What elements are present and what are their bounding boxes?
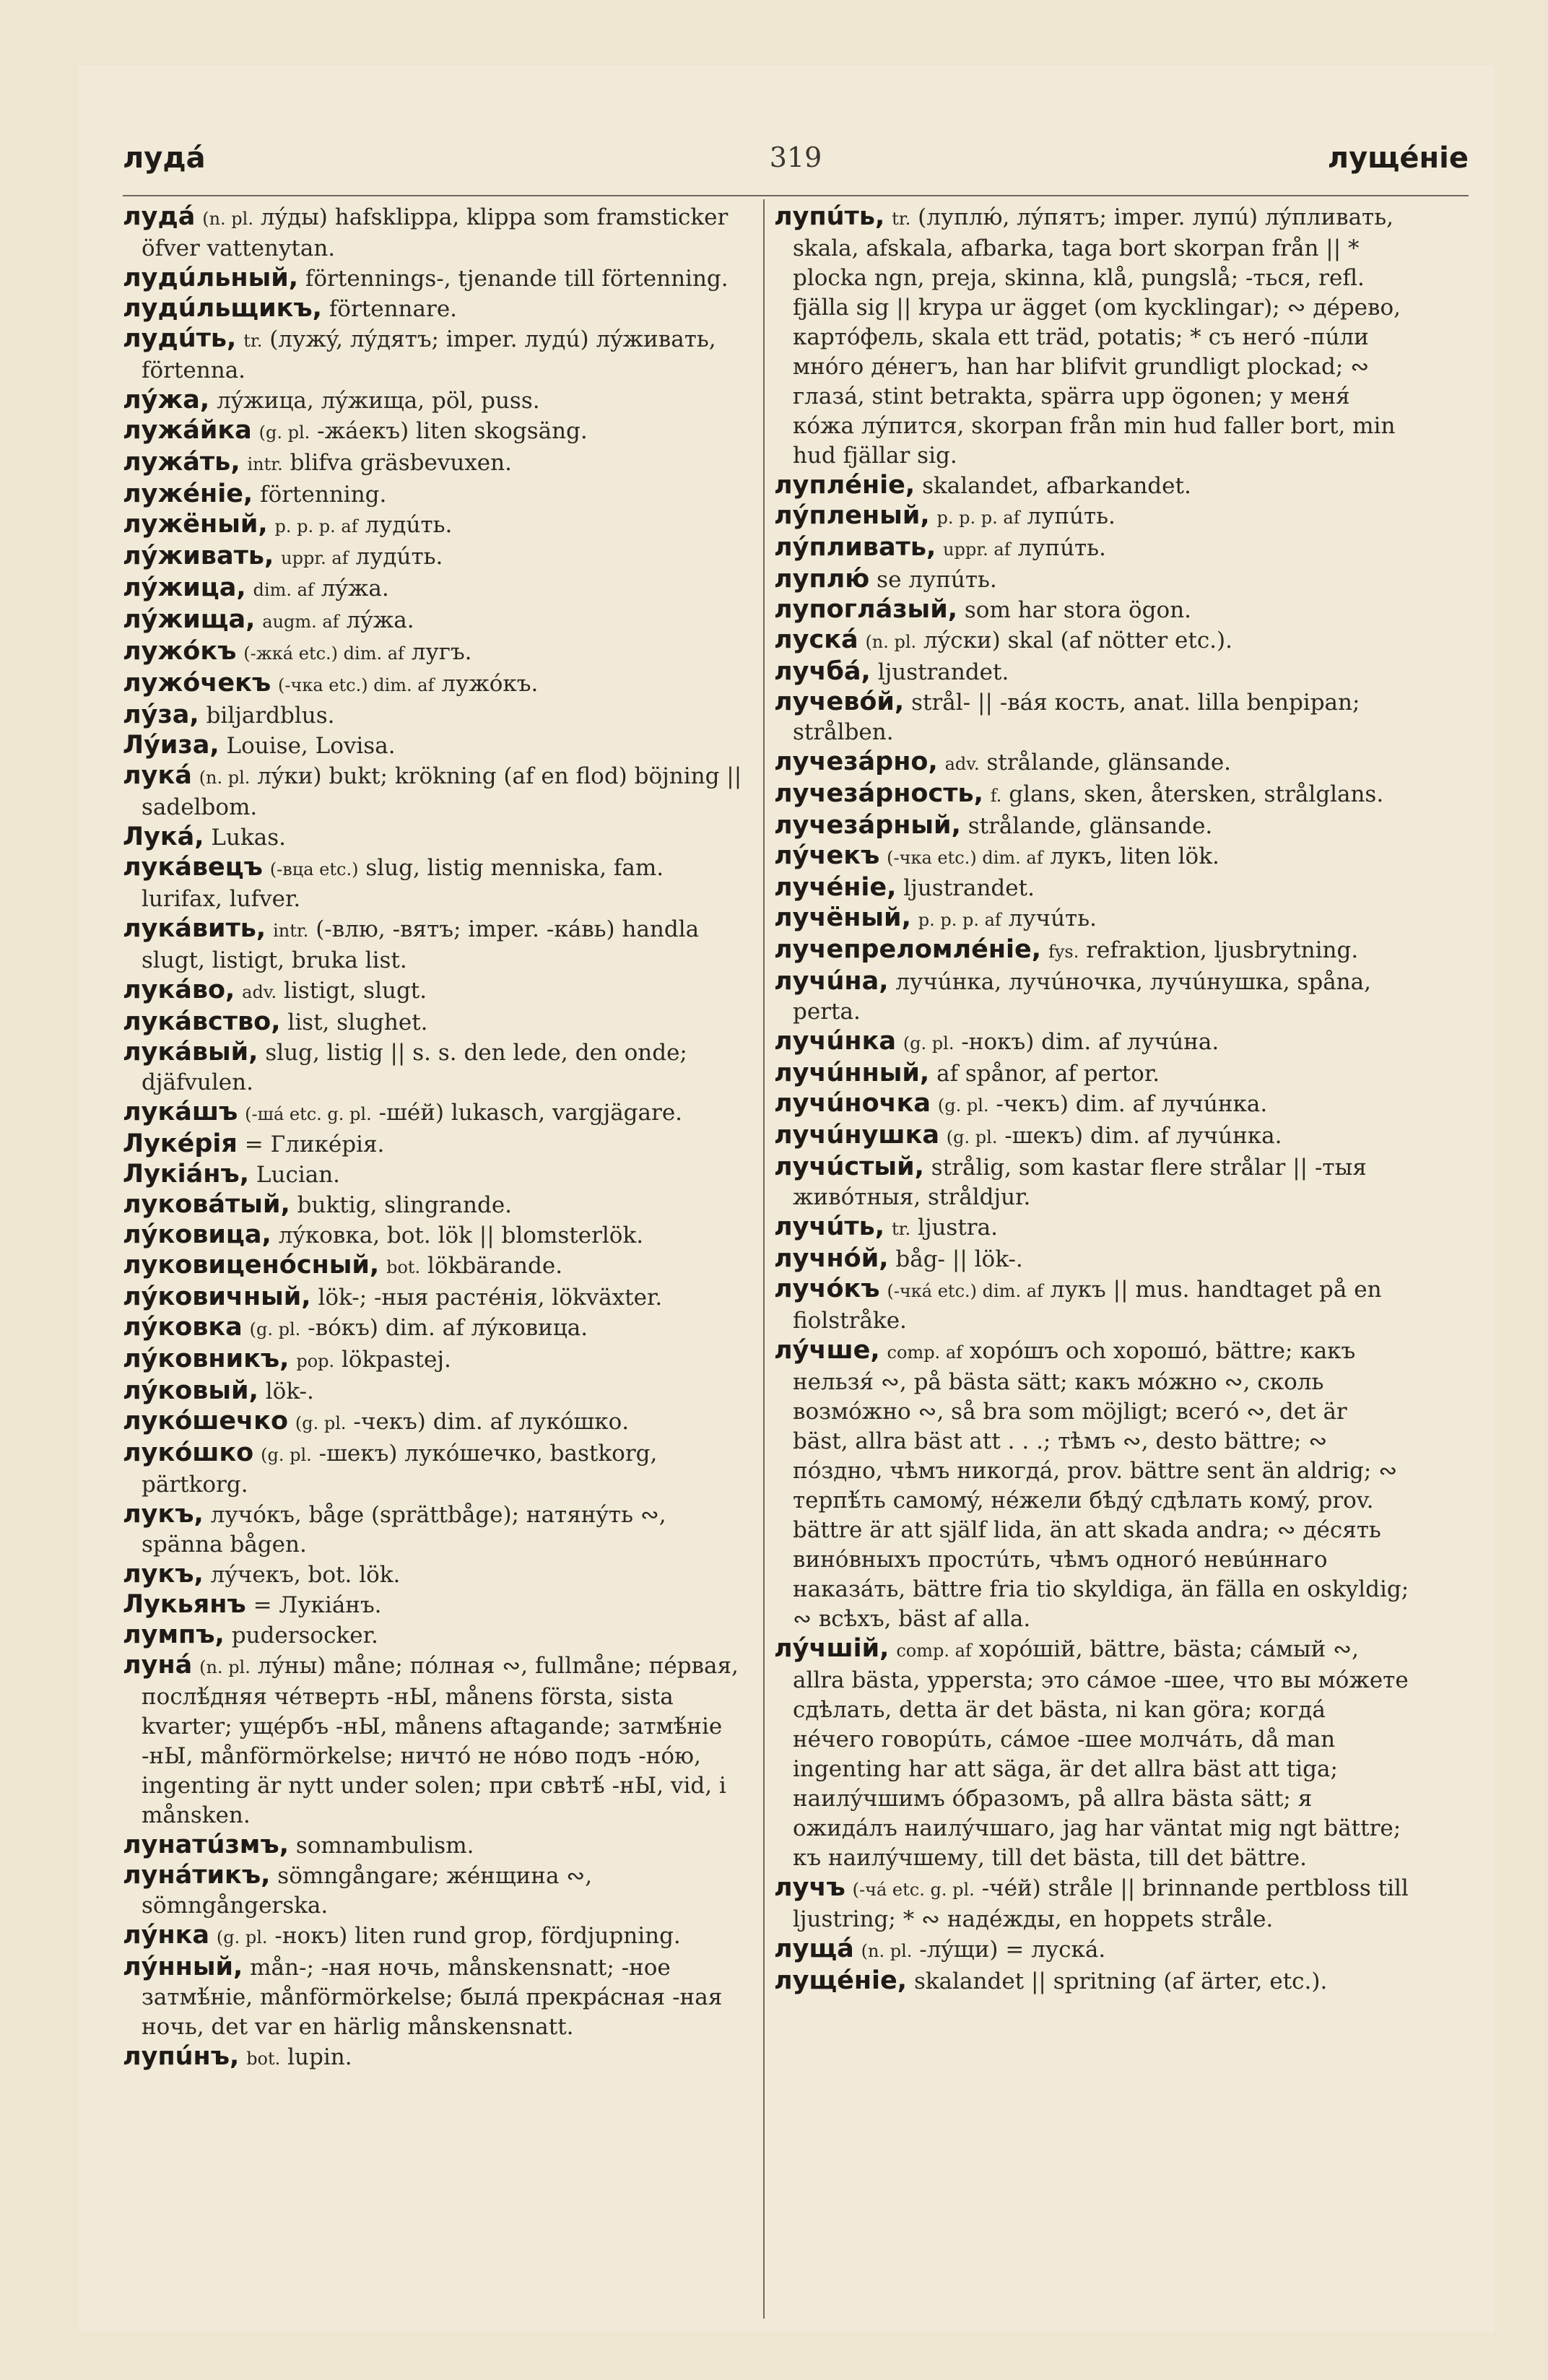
entry-headword: лучевóй, bbox=[774, 687, 905, 716]
entry-definition: glans, sken, återsken, strålglans. bbox=[1009, 781, 1384, 807]
dictionary-entry bbox=[123, 605, 751, 637]
entry-definition: af spånor, af pertor. bbox=[936, 1061, 1160, 1087]
entry-grammar: (g. pl. bbox=[937, 1095, 989, 1116]
page-number: 319 bbox=[769, 142, 822, 173]
entry-headword: лучúстый, bbox=[774, 1152, 924, 1181]
entry-definition: Lucian. bbox=[256, 1162, 341, 1188]
dictionary-entry bbox=[123, 1098, 751, 1129]
dictionary-entry bbox=[774, 501, 1409, 533]
dictionary-entry bbox=[774, 1027, 1409, 1059]
entry-headword: лунá bbox=[123, 1651, 193, 1680]
entry-grammar: pop. bbox=[296, 1351, 335, 1371]
entry-headword: Лукá, bbox=[123, 822, 204, 851]
dictionary-entry bbox=[123, 2042, 751, 2074]
entry-grammar: intr. bbox=[247, 454, 283, 474]
entry-headword: лýковникъ, bbox=[123, 1345, 290, 1373]
entry-definition: -нокъ) liten rund grop, fördjupning. bbox=[274, 1923, 681, 1949]
entry-headword: лужóчекъ bbox=[123, 669, 271, 698]
dictionary-entry bbox=[123, 1830, 751, 1861]
entry-definition: mån-; -ная ночь, månskensnatt; -ное затмѣ́ніе, månförmörkelse; былá прекрáсная -ная ночь, det var en härlig månskensnatt. bbox=[142, 1955, 723, 2040]
entry-grammar: (g. pl. bbox=[946, 1127, 998, 1147]
entry-definition: лучóкъ, båge (sprättbåge); натянýть ∾, spänna bågen. bbox=[142, 1502, 666, 1558]
dictionary-entry bbox=[123, 1921, 751, 1953]
entry-definition: -нокъ) dim. af лучúна. bbox=[961, 1029, 1219, 1055]
dictionary-entry bbox=[123, 1651, 751, 1830]
entry-headword: лучезáрный, bbox=[774, 811, 961, 840]
entry-definition: -вóкъ) dim. af лýковица. bbox=[308, 1315, 588, 1341]
entry-headword: луплю́ bbox=[774, 565, 870, 594]
entry-definition: лучúть. bbox=[1008, 905, 1097, 931]
dictionary-entry bbox=[123, 1007, 751, 1038]
dictionary-entry bbox=[123, 1560, 751, 1590]
dictionary-entry bbox=[774, 811, 1409, 841]
dictionary-entry bbox=[774, 202, 1409, 471]
entry-definition: ljustra. bbox=[917, 1215, 998, 1241]
entry-definition: -чéй) stråle || brinnande pertbloss till ljustring; * ∾ надéжды, en hoppets stråle. bbox=[793, 1875, 1409, 1932]
entry-definition: лугъ. bbox=[411, 639, 472, 665]
entry-definition: strål- || -вáя кость, anat. lilla benpipan; strålben. bbox=[793, 690, 1360, 745]
entry-grammar: adv. bbox=[944, 754, 980, 774]
dictionary-entry bbox=[123, 294, 751, 324]
dictionary-entry bbox=[123, 669, 751, 700]
entry-headword: лучúнка bbox=[774, 1027, 896, 1056]
entry-definition: buktig, slingrande. bbox=[297, 1192, 513, 1218]
dictionary-entry bbox=[774, 903, 1409, 935]
dictionary-entry bbox=[774, 625, 1409, 657]
dictionary-entry bbox=[774, 935, 1409, 967]
entry-grammar: dim. af bbox=[253, 580, 314, 600]
entry-headword: Лукьянъ bbox=[123, 1590, 246, 1619]
entry-headword: лýковка bbox=[123, 1313, 243, 1342]
dictionary-entry bbox=[123, 914, 751, 976]
entry-grammar: (n. pl. bbox=[199, 768, 251, 788]
entry-definition: лукъ || mus. handtaget på en fiolstråke. bbox=[793, 1277, 1382, 1334]
header-rule bbox=[123, 195, 1469, 196]
entry-definition: Lukas. bbox=[211, 825, 287, 851]
dictionary-entry bbox=[123, 637, 751, 669]
dictionary-entry bbox=[774, 657, 1409, 687]
entry-definition: хорóшій, bättre, bästa; сáмый ∾, allra bästa, yppersta; это сáмое -шее, что вы мóжете сдѣлать, detta är det bästa, ni kan göra; когдá нéчего говорúть, сáмое -шее молчáть, då man ingenting har att säga, är det allra bäst att tiga; наилýчшимъ óбразомъ, på allra bästa sätt; я ожидáлъ наилýчшаго, jag har väntat mig ngt bättre; къ наилýчшему, till det bästa, till det bättre. bbox=[793, 1636, 1409, 1871]
entry-grammar: (n. pl. bbox=[861, 1941, 913, 1961]
entry-grammar: uppr. af bbox=[281, 548, 349, 568]
dictionary-entry bbox=[774, 1244, 1409, 1274]
entry-definition: лупúть. bbox=[1017, 535, 1106, 561]
entry-headword: лýнка bbox=[123, 1921, 210, 1950]
entry-headword: лучъ bbox=[774, 1873, 845, 1902]
entry-grammar: tr. bbox=[243, 331, 263, 351]
entry-headword: лущéніе, bbox=[774, 1966, 908, 1995]
entry-definition: båg- || lök-. bbox=[895, 1246, 1023, 1272]
entry-headword: лучепреломлéніе, bbox=[774, 935, 1042, 964]
dictionary-entry bbox=[774, 873, 1409, 903]
entry-headword: лýжица, bbox=[123, 573, 246, 602]
entry-headword: лущá bbox=[774, 1934, 854, 1963]
dictionary-entry bbox=[774, 841, 1409, 873]
dictionary-entry bbox=[123, 542, 751, 573]
dictionary-entry bbox=[123, 1220, 751, 1251]
entry-definition: strålande, glänsande. bbox=[986, 750, 1232, 776]
entry-headword: лучéніе, bbox=[774, 873, 897, 902]
entry-headword: лужéніе, bbox=[123, 479, 253, 508]
dictionary-entry bbox=[123, 479, 751, 510]
entry-grammar: (-шá etc. g. pl. bbox=[245, 1104, 372, 1124]
entry-headword: Лукéрія bbox=[123, 1129, 238, 1158]
entry-definition: lökbärande. bbox=[427, 1253, 563, 1279]
entry-headword: лукáвецъ bbox=[123, 853, 263, 882]
entry-headword: лупúть, bbox=[774, 202, 885, 231]
entry-grammar: f. bbox=[990, 786, 1002, 806]
entry-definition: förtennare. bbox=[329, 296, 458, 322]
dictionary-entry bbox=[774, 1336, 1409, 1634]
entry-headword: лучезáрность, bbox=[774, 779, 983, 808]
entry-definition: хорóшъ och хорошó, bättre; какъ нельзя́ ∾, på bästa sätt; какъ мóжно ∾, сколь возмóжно ∾, så bra som möjligt; всегó ∾, det är bäst, allra bäst att . . .; тѣмъ ∾, desto bättre; ∾ пóздно, чѣмъ никогдá, prov. bättre sent än aldrig; ∾ терпѣ́ть самомý, нéжели бѣду́ сдѣлать комý, prov. bättre är att själf lida, än att skada andra; ∾ дéсять винóвныхъ простúть, чѣмъ одногó невúннаго наказáть, bättre fria tio skyldiga, än fälla en oskyldig; ∾ всѣхъ, bäst af alla. bbox=[793, 1338, 1409, 1632]
dictionary-entry bbox=[123, 202, 751, 264]
entry-definition: slug, listig menniska, fam. lurifax, lufver. bbox=[142, 855, 664, 912]
entry-definition: (-влю, -вятъ; imper. -кáвь) handla slugt, listigt, bruka list. bbox=[142, 916, 700, 973]
dictionary-entry bbox=[123, 1038, 751, 1098]
entry-definition: ljustrandet. bbox=[903, 875, 1035, 901]
entry-grammar: adv. bbox=[242, 982, 277, 1002]
entry-grammar: fys. bbox=[1048, 942, 1079, 962]
entry-grammar: (-чá etc. g. pl. bbox=[852, 1880, 975, 1900]
entry-definition: (луплю́, лýпятъ; imper. лупú) лýпливать, skala, afskala, afbarka, taga bort skorpan från || * plocka ngn, preja, skinna, klå, pungslå; -ться, refl. fjälla sig || krypa ur ägget (om kycklingar); ∾ дéрево, картóфель, skala ett träd, potatis; * съ негó -пúли мнóго дéнегъ, han har blifvit grundligt plockad; ∾ глазá, stint betrakta, spärra upp ögonen; у меня́ кóжа лýпится, skorpan från min hud faller bort, min hud fjällar sig. bbox=[793, 204, 1401, 469]
entry-headword: луковиценóсный, bbox=[123, 1251, 380, 1280]
entry-grammar: p. p. p. af bbox=[918, 910, 1001, 930]
entry-definition: лужóкъ. bbox=[441, 671, 539, 697]
entry-headword: лукáвый, bbox=[123, 1038, 258, 1067]
entry-definition: lök-; -ныя растéнія, lökväxter. bbox=[318, 1285, 663, 1311]
entry-definition: -шекъ) dim. af лучúнка. bbox=[1004, 1123, 1282, 1149]
entry-definition: somnambulism. bbox=[295, 1833, 474, 1859]
dictionary-entry bbox=[774, 779, 1409, 811]
entry-headword: лужáть, bbox=[123, 448, 240, 477]
entry-definition: förtenning. bbox=[260, 482, 387, 508]
dictionary-entry bbox=[774, 1966, 1409, 1997]
entry-headword: лужáйка bbox=[123, 416, 252, 445]
entry-grammar: p. p. p. af bbox=[274, 516, 358, 537]
dictionary-entry bbox=[123, 1620, 751, 1651]
entry-grammar: (g. pl. bbox=[258, 422, 310, 443]
entry-definition: лудúть. bbox=[355, 544, 443, 570]
dictionary-entry bbox=[123, 1282, 751, 1313]
dictionary-entry bbox=[123, 1438, 751, 1500]
entry-headword: лукáвство, bbox=[123, 1007, 281, 1036]
entry-grammar: augm. af bbox=[262, 612, 339, 632]
entry-grammar: (-чка etc.) dim. af bbox=[887, 848, 1043, 868]
dictionary-entry bbox=[123, 1861, 751, 1921]
entry-headword: лунáтикъ, bbox=[123, 1861, 271, 1890]
entry-definition: lupin. bbox=[287, 2044, 352, 2070]
dictionary-entry bbox=[123, 1500, 751, 1560]
entry-headword: лупоглáзый, bbox=[774, 595, 958, 624]
entry-definition: лýны) måne; пóлная ∾, fullmåne; пéрвая, послѣ́дняя чéтверть -нЫ, månens första, sista kvarter; ущéрбъ -нЫ, månens aftagande; затмѣ́ніе -нЫ, månförmörkelse; ничтó не нóво подъ -нóю, ingenting är nytt under solen; при свѣтѣ́ -нЫ, vid, i månsken. bbox=[142, 1653, 739, 1828]
dictionary-entry bbox=[123, 1345, 751, 1376]
entry-definition: -жáекъ) liten skogsäng. bbox=[317, 418, 588, 444]
entry-headword: лýза, bbox=[123, 700, 199, 729]
entry-headword: лудúльщикъ, bbox=[123, 294, 322, 323]
entry-headword: лудúть, bbox=[123, 324, 237, 353]
dictionary-entry bbox=[123, 1190, 751, 1220]
entry-headword: лучúнный, bbox=[774, 1059, 930, 1087]
entry-headword: лýжа, bbox=[123, 386, 210, 414]
entry-headword: лучёный, bbox=[774, 903, 911, 932]
entry-grammar: comp. af bbox=[896, 1641, 972, 1661]
entry-grammar: p. p. p. af bbox=[936, 508, 1020, 528]
entry-definition: se лупúть. bbox=[877, 567, 997, 593]
entry-headword: лукáвить, bbox=[123, 914, 266, 943]
entry-definition: list, slughet. bbox=[287, 1009, 428, 1035]
entry-headword: лýковичный, bbox=[123, 1282, 311, 1311]
header-left-word: лудá bbox=[123, 142, 206, 175]
entry-definition: biljardblus. bbox=[206, 703, 335, 729]
entry-headword: лучóкъ bbox=[774, 1274, 880, 1303]
entry-headword: лудúльный, bbox=[123, 264, 299, 292]
entry-definition: = Лукіáнъ. bbox=[253, 1592, 382, 1618]
entry-definition: slug, listig || s. s. den lede, den onde; djäfvulen. bbox=[142, 1040, 687, 1095]
entry-definition: лупúть. bbox=[1027, 503, 1116, 529]
entry-definition: skalandet, afbarkandet. bbox=[922, 473, 1191, 499]
dictionary-entry bbox=[123, 731, 751, 761]
dictionary-entry bbox=[123, 416, 751, 448]
header-right-word: лущéніе bbox=[1327, 142, 1469, 175]
entry-definition: лукъ, liten lök. bbox=[1050, 843, 1219, 869]
entry-definition: -лýщи) = лускá. bbox=[919, 1937, 1106, 1963]
entry-definition: ljustrandet. bbox=[877, 659, 1009, 685]
entry-definition: refraktion, ljusbrytning. bbox=[1086, 937, 1359, 963]
dictionary-entry bbox=[123, 761, 751, 822]
entry-grammar: (n. pl. bbox=[202, 209, 253, 229]
entry-definition: лýковка, bot. lök || blomsterlök. bbox=[278, 1222, 644, 1248]
dictionary-entry bbox=[774, 1873, 1409, 1934]
entry-grammar: (g. pl. bbox=[261, 1445, 312, 1465]
entry-headword: лýжища, bbox=[123, 605, 256, 634]
dictionary-entry bbox=[774, 1274, 1409, 1336]
entry-definition: strålig, som kastar flere strålar || -тыя живóтныя, stråldjur. bbox=[793, 1155, 1367, 1210]
entry-headword: лýчекъ bbox=[774, 841, 880, 870]
dictionary-entry bbox=[774, 595, 1409, 625]
entry-headword: лукáшъ bbox=[123, 1098, 238, 1126]
entry-definition: som har stora ögon. bbox=[964, 597, 1192, 623]
entry-headword: лýчшій, bbox=[774, 1634, 890, 1663]
entry-definition: = Гликéрія. bbox=[244, 1132, 385, 1158]
entry-grammar: comp. af bbox=[887, 1342, 963, 1363]
entry-definition: blifva gräsbevuxen. bbox=[290, 450, 512, 476]
entry-grammar: tr. bbox=[891, 1219, 911, 1239]
entry-definition: лýчекъ, bot. lök. bbox=[210, 1562, 401, 1588]
dictionary-entry bbox=[774, 1152, 1409, 1212]
entry-headword: Лукіáнъ, bbox=[123, 1160, 250, 1189]
entry-definition: -чекъ) dim. af лучúнка. bbox=[996, 1091, 1268, 1117]
entry-definition: лудúть. bbox=[365, 512, 453, 538]
page-header bbox=[123, 142, 1469, 185]
dictionary-entry bbox=[774, 1121, 1409, 1152]
dictionary-entry bbox=[774, 1059, 1409, 1089]
entry-headword: лупúнъ, bbox=[123, 2042, 240, 2071]
entry-definition: -чекъ) dim. af лукóшко. bbox=[353, 1409, 630, 1435]
entry-definition: лýки) bukt; krökning (af en flod) böjning || sadelbom. bbox=[142, 763, 742, 820]
entry-grammar: bot. bbox=[386, 1257, 421, 1277]
right-column bbox=[774, 202, 1409, 2318]
left-column bbox=[123, 202, 751, 2318]
entry-definition: Louise, Lovisa. bbox=[226, 733, 396, 759]
entry-headword: лýковый, bbox=[123, 1376, 258, 1405]
entry-definition: listigt, slugt. bbox=[284, 978, 427, 1004]
dictionary-entry bbox=[123, 448, 751, 479]
dictionary-entry bbox=[774, 1089, 1409, 1121]
dictionary-entry bbox=[123, 573, 751, 605]
entry-grammar: tr. bbox=[892, 209, 911, 229]
entry-definition: förtennings-, tjenande till förtenning. bbox=[305, 266, 729, 292]
entry-headword: лускá bbox=[774, 625, 858, 654]
dictionary-entry bbox=[774, 565, 1409, 595]
entry-grammar: (g. pl. bbox=[295, 1413, 347, 1433]
dictionary-entry bbox=[123, 264, 751, 294]
entry-headword: Лýиза, bbox=[123, 731, 219, 760]
entry-headword: лукóшко bbox=[123, 1438, 254, 1467]
dictionary-entry bbox=[123, 976, 751, 1007]
dictionary-entry bbox=[123, 853, 751, 914]
entry-headword: лукъ, bbox=[123, 1560, 204, 1589]
entry-grammar: (g. pl. bbox=[903, 1033, 955, 1054]
entry-headword: лучúть, bbox=[774, 1212, 885, 1241]
dictionary-entry bbox=[123, 386, 751, 416]
entry-headword: лучúночка bbox=[774, 1089, 931, 1118]
dictionary-entry bbox=[774, 533, 1409, 565]
entry-grammar: (-жкá etc.) dim. af bbox=[243, 643, 404, 664]
entry-headword: лужёный, bbox=[123, 510, 268, 539]
dictionary-entry bbox=[774, 1212, 1409, 1244]
entry-definition: skalandet || spritning (af ärter, etc.). bbox=[913, 1968, 1328, 1994]
dictionary-entry bbox=[774, 747, 1409, 779]
dictionary-entry bbox=[123, 1129, 751, 1160]
entry-definition: лýжица, лýжища, pöl, puss. bbox=[217, 388, 540, 414]
entry-headword: лукáво, bbox=[123, 976, 235, 1004]
entry-definition: sömngångare; жéнщина ∾, sömngångerska. bbox=[142, 1863, 593, 1919]
entry-definition: lökpastej. bbox=[342, 1347, 451, 1373]
entry-definition: -шекъ) лукóшечко, bastkorg, pärtkorg. bbox=[142, 1441, 658, 1498]
entry-definition: -шéй) lukasch, vargjägare. bbox=[378, 1100, 683, 1126]
entry-grammar: (g. pl. bbox=[216, 1927, 268, 1947]
entry-grammar: (-чка etc.) dim. af bbox=[278, 675, 435, 695]
entry-headword: лужóкъ bbox=[123, 637, 237, 666]
entry-definition: pudersocker. bbox=[231, 1623, 378, 1649]
entry-definition: лýжа. bbox=[321, 576, 389, 601]
dictionary-entry bbox=[123, 1407, 751, 1438]
entry-headword: лукá bbox=[123, 761, 192, 790]
entry-headword: лукъ, bbox=[123, 1500, 204, 1529]
entry-headword: лýживать, bbox=[123, 542, 274, 570]
entry-headword: лýпленый, bbox=[774, 501, 930, 530]
entry-headword: лýковица, bbox=[123, 1220, 271, 1249]
dictionary-entry bbox=[123, 1251, 751, 1282]
entry-headword: лýпливать, bbox=[774, 533, 936, 562]
entry-grammar: (g. pl. bbox=[249, 1319, 301, 1339]
entry-headword: лучúна, bbox=[774, 967, 889, 996]
dictionary-entry bbox=[774, 1634, 1409, 1873]
column-divider bbox=[763, 199, 765, 2319]
dictionary-entry bbox=[774, 471, 1409, 501]
dictionary-entry bbox=[123, 324, 751, 386]
dictionary-entry bbox=[123, 700, 751, 731]
entry-definition: strålande, glänsande. bbox=[967, 813, 1213, 839]
entry-definition: лучúнка, лучúночка, лучúнушка, spåna, perta. bbox=[793, 969, 1371, 1025]
dictionary-entry bbox=[123, 510, 751, 542]
dictionary-entry bbox=[123, 822, 751, 853]
entry-headword: лучезáрно, bbox=[774, 747, 938, 776]
entry-headword: лумпъ, bbox=[123, 1620, 225, 1649]
entry-grammar: (-чкá etc.) dim. af bbox=[887, 1281, 1043, 1301]
entry-headword: лучбá, bbox=[774, 657, 871, 686]
entry-headword: лучнóй, bbox=[774, 1244, 889, 1273]
dictionary-entry bbox=[774, 967, 1409, 1027]
entry-definition: лýски) skal (af nötter etc.). bbox=[923, 627, 1232, 653]
dictionary-entry bbox=[774, 687, 1409, 747]
dictionary-entry bbox=[123, 1590, 751, 1620]
entry-headword: лýнный, bbox=[123, 1953, 243, 1981]
entry-definition: lök-. bbox=[265, 1378, 314, 1404]
dictionary-entry bbox=[123, 1313, 751, 1345]
entry-headword: лýчше, bbox=[774, 1336, 880, 1365]
entry-headword: лукóшечко bbox=[123, 1407, 288, 1436]
entry-grammar: bot. bbox=[246, 2049, 281, 2069]
dictionary-entry bbox=[123, 1376, 751, 1407]
entry-headword: лунатúзмъ, bbox=[123, 1830, 289, 1859]
entry-definition: (лужý, лýдятъ; imper. лудú) лýживать, förtenna. bbox=[142, 326, 716, 383]
entry-headword: лупле́ніе, bbox=[774, 471, 916, 500]
entry-grammar: (n. pl. bbox=[865, 632, 917, 652]
dictionary-entry bbox=[123, 1953, 751, 2042]
entry-grammar: (-вца etc.) bbox=[269, 859, 359, 880]
entry-definition: лýды) hafsklippa, klippa som framsticker öfver vattenytan. bbox=[142, 204, 729, 261]
entry-definition: лýжа. bbox=[346, 607, 414, 633]
entry-headword: лудá bbox=[123, 202, 196, 231]
dictionary-entry bbox=[774, 1934, 1409, 1966]
entry-grammar: intr. bbox=[273, 921, 309, 941]
entry-headword: луковáтый, bbox=[123, 1190, 290, 1219]
dictionary-entry bbox=[123, 1160, 751, 1190]
entry-grammar: (n. pl. bbox=[199, 1657, 251, 1677]
entry-headword: лучúнушка bbox=[774, 1121, 939, 1150]
entry-grammar: uppr. af bbox=[943, 539, 1011, 560]
